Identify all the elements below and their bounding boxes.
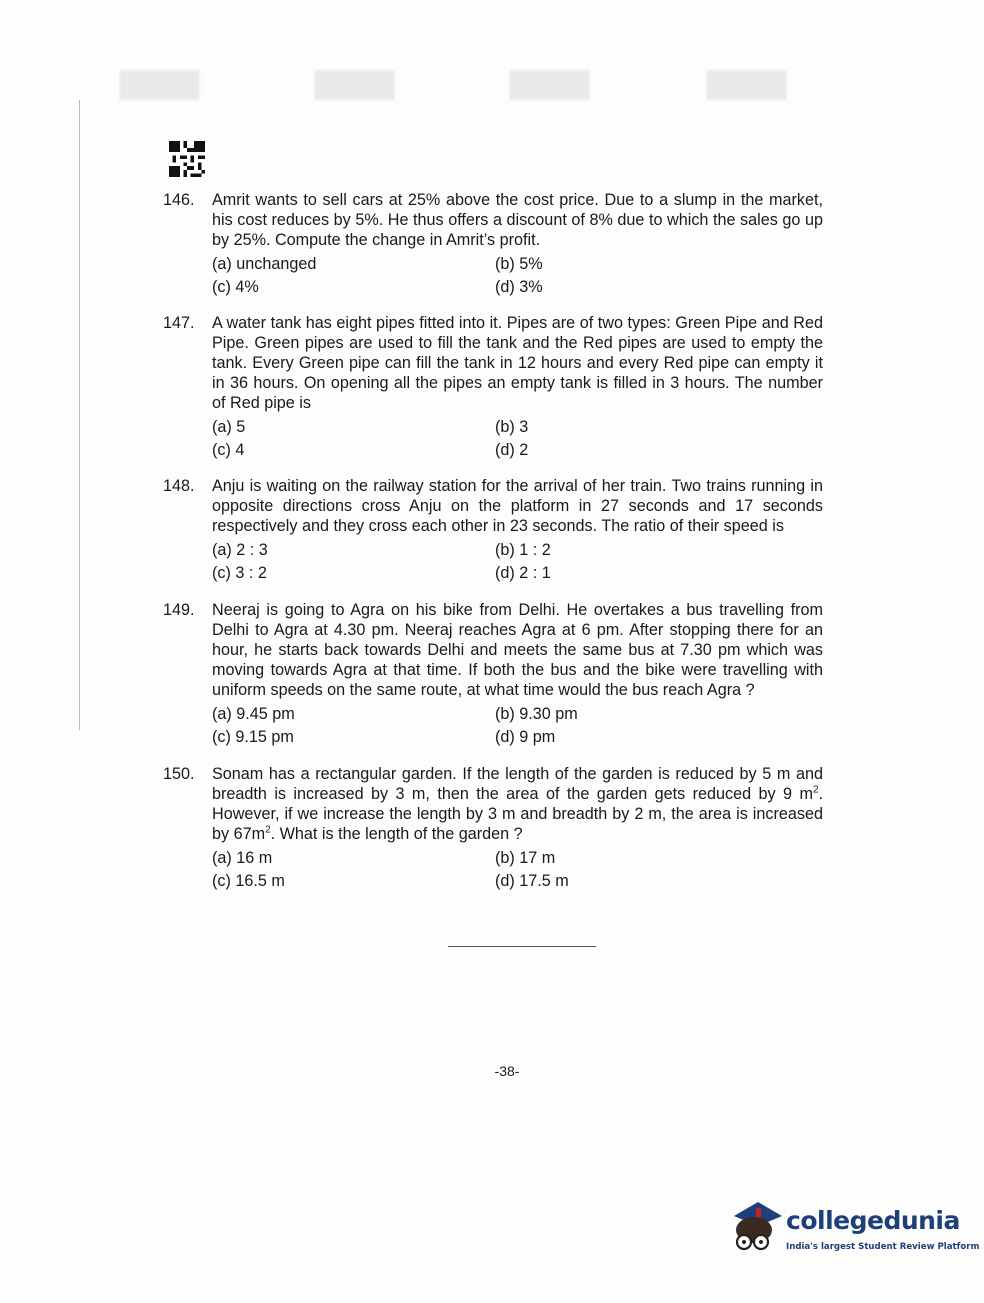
scan-smudge xyxy=(120,70,200,100)
option-d: (d) 9 pm xyxy=(495,728,556,746)
question-text: Neeraj is going to Agra on his bike from Delhi. He overtakes a bus travelling from Delhi to Agra at 4.30 pm. Neeraj reaches Agra at 6 pm. After stopping there for an hour, he starts back towards Delhi and meets the same bus at 7.30 pm which was moving towards Agra at that time. If both the bus and the bike were travelling with uniform speeds on the same route, at what time would the bus reach Agra ? xyxy=(212,601,823,699)
collegedunia-logo xyxy=(728,1196,980,1266)
option-c: (c) 16.5 m xyxy=(212,872,285,890)
option-b: (b) 9.30 pm xyxy=(495,705,578,723)
option-c: (c) 4 xyxy=(212,441,245,459)
question-147 xyxy=(163,313,823,463)
option-a: (a) 5 xyxy=(212,418,246,436)
option-d: (d) 2 xyxy=(495,441,529,459)
question-148 xyxy=(163,476,823,586)
question-149 xyxy=(163,600,823,750)
question-text: Sonam has a rectangular garden. If the length of the garden is reduced by 5 m and breadth is increased by 3 m, then the area of the garden gets reduced by 9 $m^2$. However, if we increase the length by 3 m and breadth by 2 m, the area is increased by $67m^2$. What is the length of the garden ? xyxy=(212,765,823,843)
scan-smudge xyxy=(510,70,590,100)
option-b: (b) 3 xyxy=(495,418,529,436)
question-number: 149. xyxy=(163,601,195,619)
question-number: 150. xyxy=(163,765,195,783)
option-b: (b) 5% xyxy=(495,255,543,273)
option-c: (c) 3 : 2 xyxy=(212,564,267,582)
option-a: (a) unchanged xyxy=(212,255,317,273)
question-146 xyxy=(163,190,823,300)
options xyxy=(212,417,823,463)
scan-smudge xyxy=(315,70,395,100)
question-number: 148. xyxy=(163,477,195,495)
options xyxy=(212,704,823,750)
options xyxy=(212,848,823,894)
question-text: Amrit wants to sell cars at 25% above the cost price. Due to a slump in the market, his cost reduces by 5%. He thus offers a discount of 8% due to which the sales go up by 25%. Compute the change in Amrit’s profit. xyxy=(212,191,823,249)
option-d: (d) 2 : 1 xyxy=(495,564,551,582)
scan-smudge xyxy=(707,70,787,100)
margin-line xyxy=(79,100,80,730)
option-a: (a) 2 : 3 xyxy=(212,541,268,559)
logo-tagline: India's largest Student Review Platform xyxy=(786,1242,980,1252)
question-number: 147. xyxy=(163,314,195,332)
option-c: (c) 4% xyxy=(212,278,259,296)
options xyxy=(212,254,823,300)
option-a: (a) 9.45 pm xyxy=(212,705,295,723)
page-number: -38- xyxy=(494,1063,520,1079)
question-150 xyxy=(163,764,823,894)
option-b: (b) 17 m xyxy=(495,849,556,867)
end-divider xyxy=(448,946,596,947)
question-text: Anju is waiting on the railway station for the arrival of her train. Two trains running in opposite directions cross Anju on the platform in 27 seconds and 17 seconds respectively and they cross each other in 23 seconds. The ratio of their speed is xyxy=(212,477,823,535)
mascot-icon xyxy=(728,1196,784,1258)
logo-wordmark: collegedunia xyxy=(786,1206,960,1235)
option-d: (d) 3% xyxy=(495,278,543,296)
option-d: (d) 17.5 m xyxy=(495,872,569,890)
options xyxy=(212,540,823,586)
question-text: A water tank has eight pipes fitted into it. Pipes are of two types: Green Pipe and Red Pipe. Green pipes are used to fill the tank and the Red pipes are used to empty the tank. Every Green pipe can fill the tank in 12 hours and every Red pipe can empty it in 36 hours. On opening all the pipes an empty tank is filled in 3 hours. The number of Red pipe is xyxy=(212,314,823,412)
question-number: 146. xyxy=(163,191,195,209)
option-c: (c) 9.15 pm xyxy=(212,728,294,746)
option-a: (a) 16 m xyxy=(212,849,273,867)
option-b: (b) 1 : 2 xyxy=(495,541,551,559)
barcode-icon xyxy=(168,141,206,177)
